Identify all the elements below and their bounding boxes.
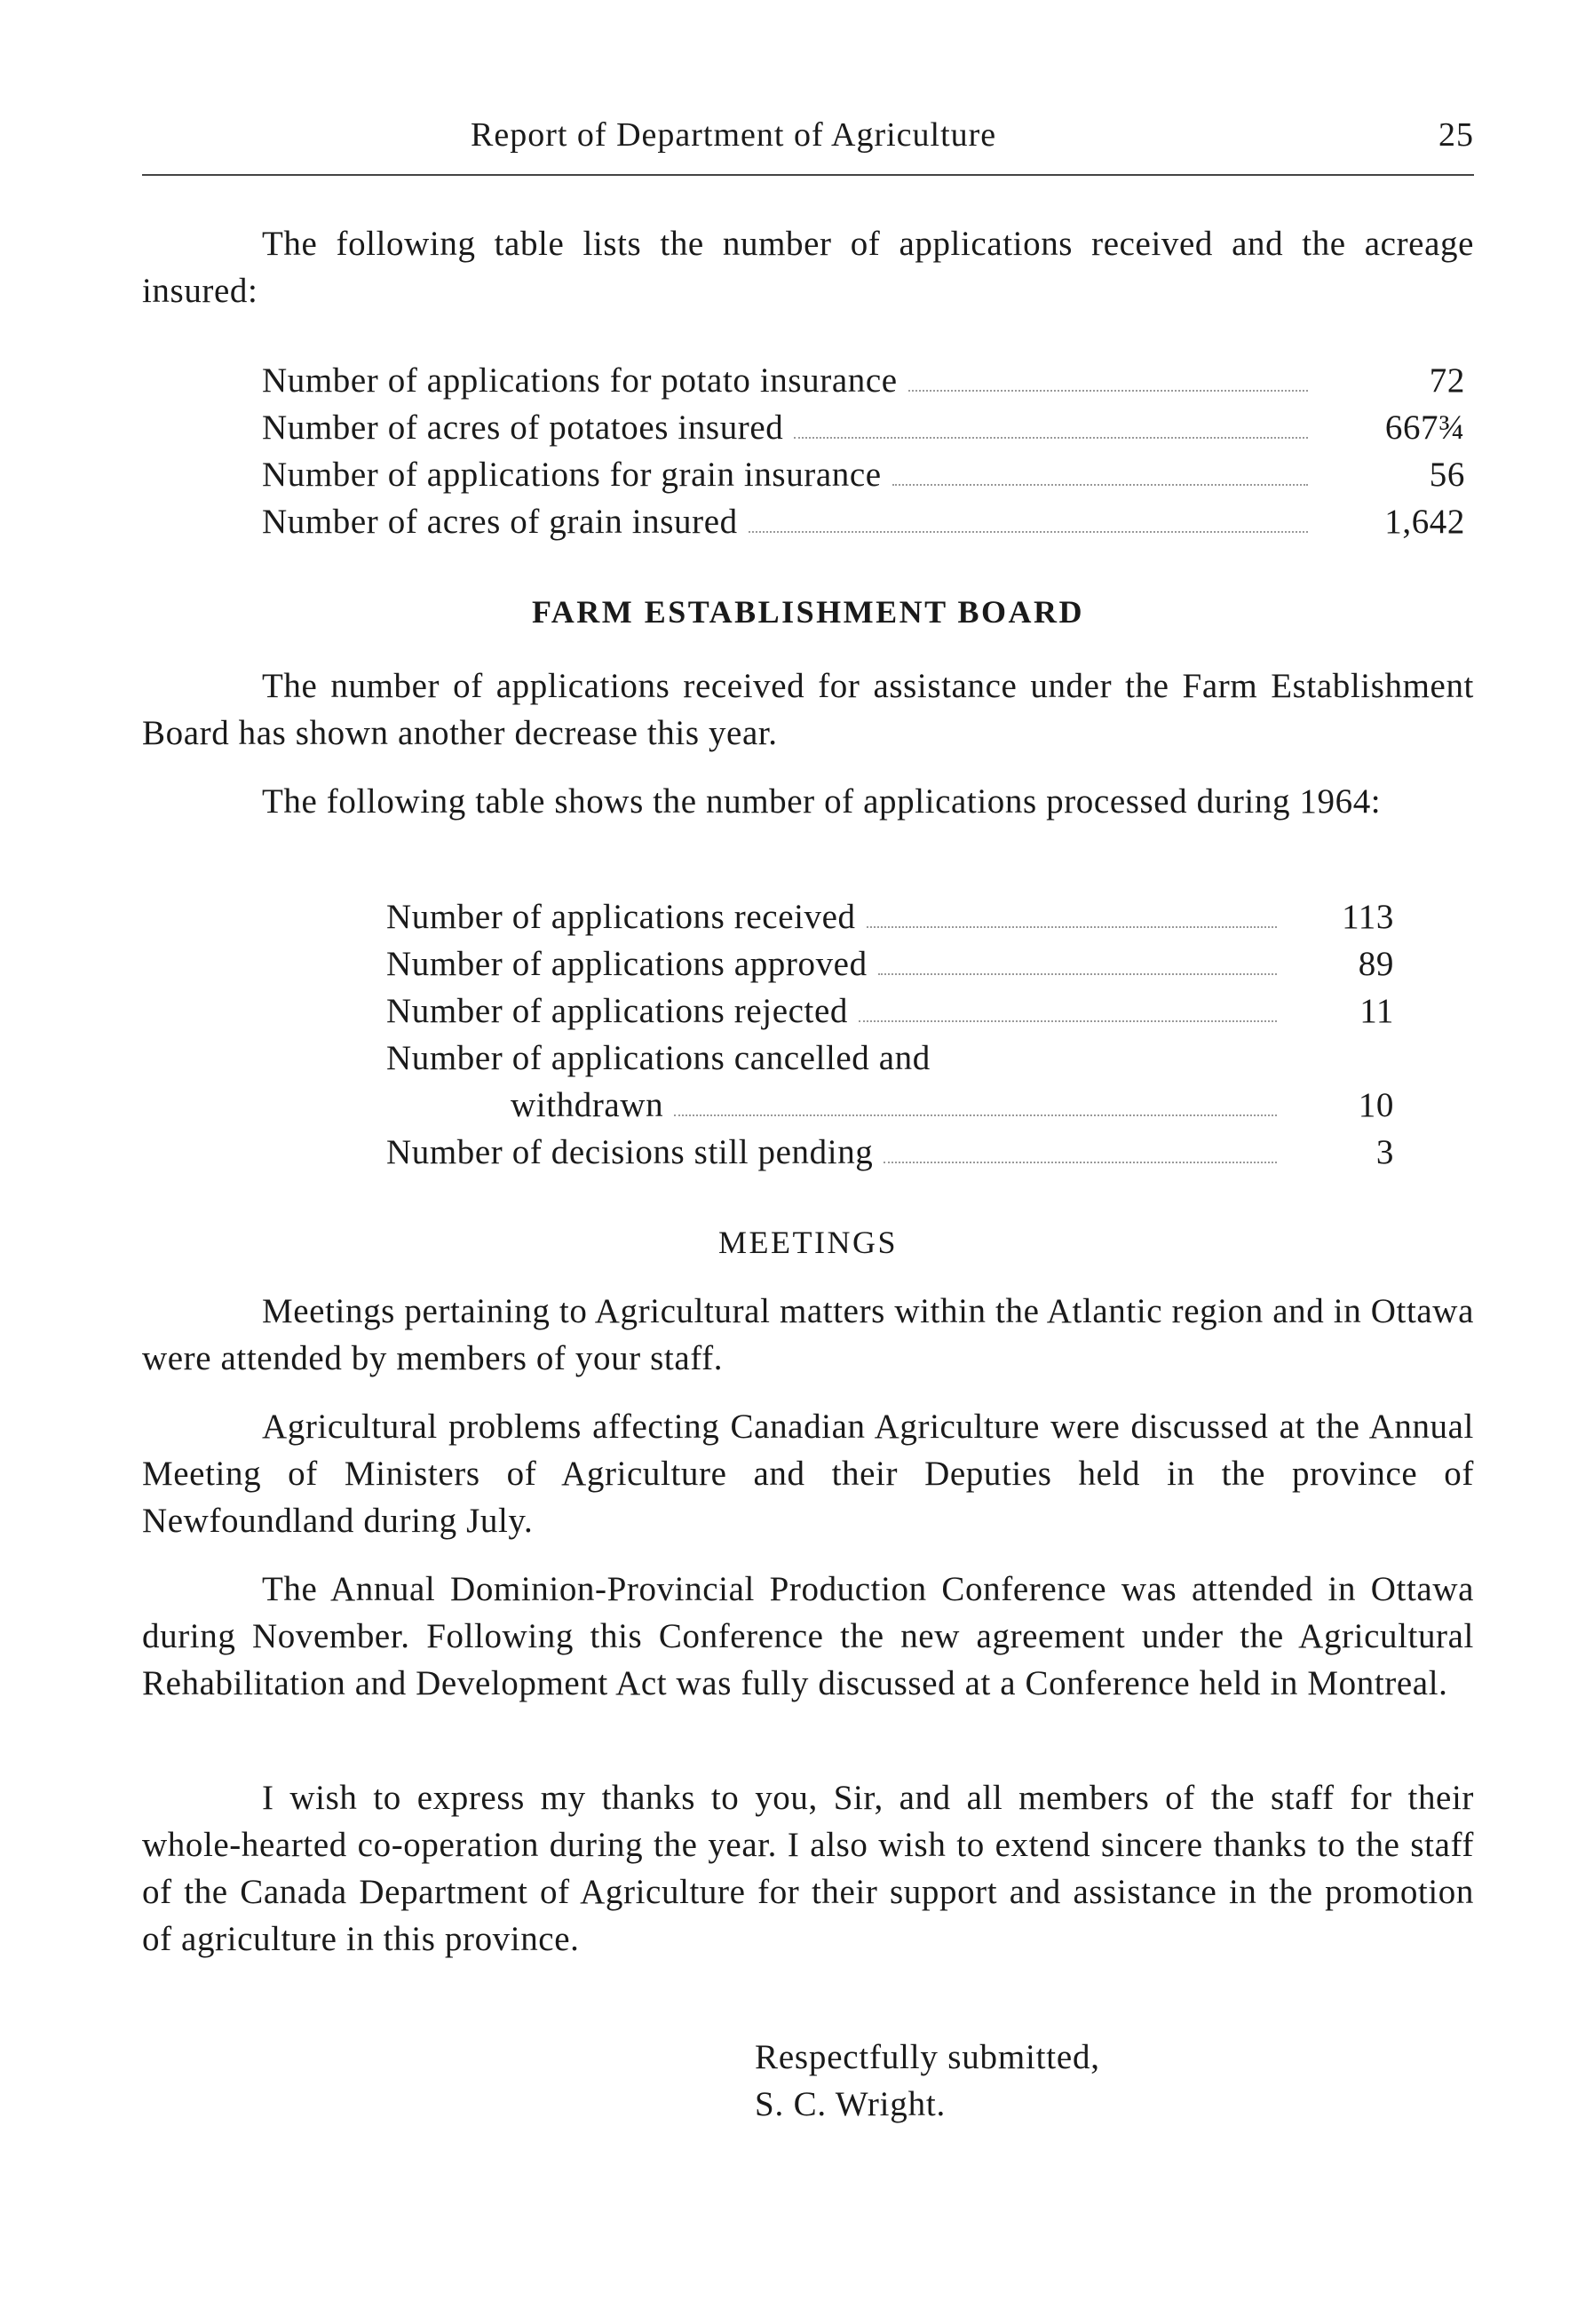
dot-leader [749, 508, 1308, 533]
row-label: Number of applications rejected [386, 992, 848, 1030]
table-row [262, 357, 1465, 404]
dot-leader [884, 1138, 1277, 1163]
page-number: 25 [1438, 116, 1474, 154]
dot-leader [859, 997, 1277, 1022]
dot-leader [908, 367, 1308, 392]
farm-board-paragraph-2: The following table shows the number of applications processed during 1964: [262, 782, 1382, 821]
row-value: 1,642 [1384, 503, 1465, 541]
row-value: 11 [1359, 992, 1394, 1030]
row-value: 113 [1342, 898, 1394, 936]
meetings-paragraph-2: Agricultural problems affecting Canadian Agriculture were discussed at the Annual Meeting of Ministers of Agriculture and their Deputies held in the province of Newfoundland during July. [142, 1408, 1474, 1540]
row-label: Number of acres of grain insured [262, 503, 738, 541]
meetings-paragraph-4: I wish to express my thanks to you, Sir, and all members of the staff for their whole-hearted co-operation during the year. I also wish to extend sincere thanks to the staff of the Canada Department of Agriculture for their support and assistance in the promotion of agriculture in this province. [142, 1779, 1474, 1958]
row-label: Number of applications cancelled and [386, 1039, 931, 1077]
intro-insurance-paragraph: The following table lists the number of applications received and the acreage insured: [142, 225, 1474, 310]
farm-board-table [386, 893, 1394, 1176]
table-row [386, 988, 1394, 1035]
table-row-continuation [386, 1082, 1394, 1129]
dot-leader [674, 1091, 1277, 1116]
row-value: 72 [1429, 361, 1465, 400]
table-row [386, 893, 1394, 940]
farm-board-heading: FARM ESTABLISHMENT BOARD [531, 594, 1085, 630]
meetings-heading: MEETINGS [718, 1225, 898, 1260]
row-value: 3 [1375, 1133, 1394, 1171]
row-label: Number of decisions still pending [386, 1133, 874, 1171]
row-label: Number of applications approved [386, 945, 868, 983]
row-label: Number of applications for potato insurance [262, 361, 898, 400]
table-row [386, 1035, 1394, 1082]
row-label: Number of applications received [386, 898, 856, 936]
header-title: Report of Department of Agriculture [471, 116, 997, 154]
row-value: 89 [1358, 945, 1394, 983]
dot-leader [794, 414, 1308, 439]
row-label-continuation: withdrawn [511, 1086, 664, 1124]
farm-board-paragraph-1: The number of applications received for assistance under the Farm Establishment Board has shown another decrease this year. [142, 667, 1474, 752]
dot-leader [867, 903, 1277, 928]
row-label: Number of applications for grain insurance [262, 456, 882, 494]
table-row [386, 940, 1394, 988]
row-value: 10 [1358, 1086, 1394, 1124]
header-rule [142, 174, 1474, 176]
dot-leader [878, 950, 1277, 975]
table-row [386, 1129, 1394, 1176]
meetings-paragraph-1: Meetings pertaining to Agricultural matters within the Atlantic region and in Ottawa were attended by members of your staff. [142, 1292, 1474, 1377]
row-label: Number of acres of potatoes insured [262, 408, 784, 447]
table-row [262, 404, 1465, 451]
table-row [262, 451, 1465, 498]
meetings-paragraph-3: The Annual Dominion-Provincial Production Conference was attended in Ottawa during November. Following this Conference the new agreement under the Agricultural Rehabilitation and Development Act was fully discussed at a Conference held in Montreal. [142, 1570, 1474, 1702]
document-page [142, 0, 1474, 2324]
insurance-table [262, 357, 1465, 545]
table-row [262, 498, 1465, 545]
closing-salutation: Respectfully submitted, [755, 2038, 1100, 2076]
signatory-name: S. C. Wright. [755, 2085, 947, 2123]
dot-leader [892, 461, 1308, 486]
running-header [142, 115, 1474, 160]
row-value: 56 [1429, 456, 1465, 494]
row-value: 667¾ [1384, 408, 1465, 447]
